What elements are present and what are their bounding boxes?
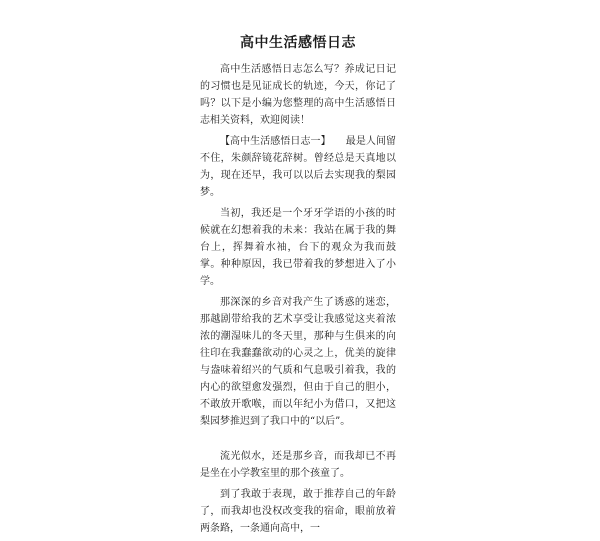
paragraph-time-passes: 流光似水，还是那乡音，而我却已不再是坐在小学教室里的那个孩童了。 <box>200 451 396 479</box>
paragraph-intro: 高中生活感悟日志怎么写？养成记日记的习惯也是见证成长的轨迹，今天，你记了吗？以下是小编为您整理的高中生活感悟日志相关资料，欢迎阅读！ <box>200 64 396 126</box>
document-title: 高中生活感悟日志 <box>240 35 356 51</box>
paragraph-opera-dream: 那深深的乡音对我产生了诱惑的迷恋，那越剧带给我的艺术享受让我感觉这夹着浓浓的潮湿味儿的冬天里，那种与生俱来的向往印在我蠢蠢欲动的心灵之上，优美的旋律与盎味着绍兴的气质和气息吸引着我，我的内心的欲望愈发强烈，但由于自己的胆小，不敢放开歌喉，而以年纪小为借口，又把这梨园梦推迟到了我口中的“以后”。 <box>200 297 396 427</box>
paragraph-gap <box>200 434 396 448</box>
paragraph-childhood: 当初，我还是一个牙牙学语的小孩的时候就在幻想着我的未来：我站在属于我的舞台上，挥舞着水袖，台下的观众为我而鼓掌。种种原因，我已带着我的梦想进入了小学。 <box>200 208 396 287</box>
paragraph-choice: 到了我敢于表现，敢于推荐自己的年龄了，而我却也没权改变我的宿命，眼前放着两条路，一条通向高中，一 <box>200 489 396 534</box>
paragraph-section-one: 【高中生活感悟日志一】 最是人间留不住，朱颜辞镜花辞树。曾经总是天真地以为，现在还早，我可以以后去实现我的梨园梦。 <box>200 136 396 198</box>
document-page <box>200 34 396 541</box>
